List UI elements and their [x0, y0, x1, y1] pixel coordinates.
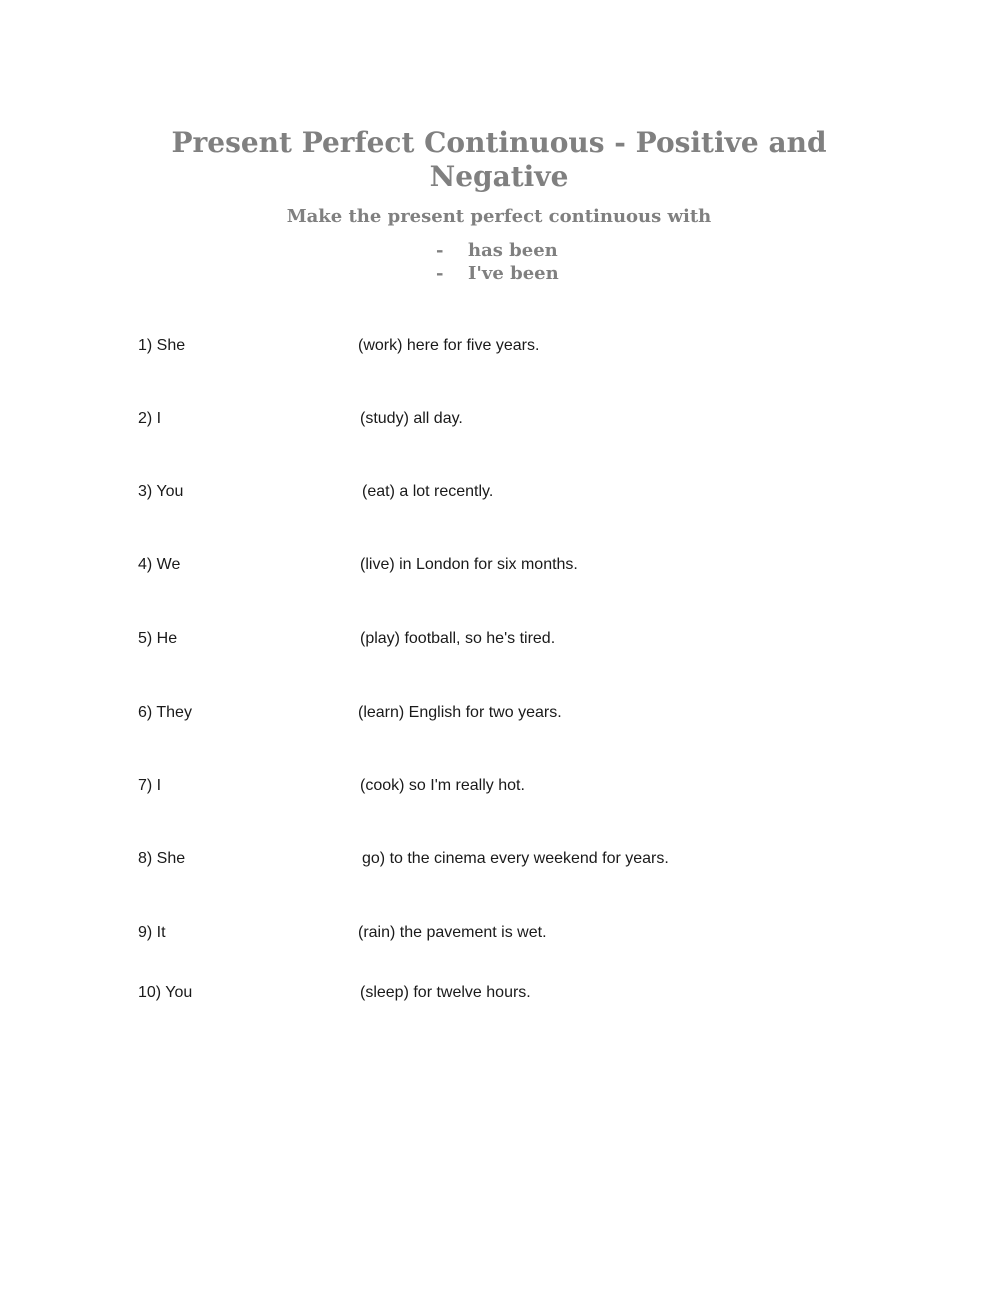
dash-bullet: - [436, 240, 444, 261]
exercise-subject: 7) I [138, 777, 162, 794]
exercise-clue: (study) all day. [360, 410, 463, 427]
exercise-subject: 2) I [138, 410, 162, 427]
exercise-item [138, 923, 838, 943]
exercise-item [138, 555, 838, 575]
exercise-item [138, 482, 838, 502]
exercise-item [138, 849, 838, 869]
exercise-subject: 5) He [138, 630, 178, 647]
exercise-clue: (sleep) for twelve hours. [360, 984, 531, 1001]
exercise-item [138, 983, 838, 1003]
exercise-clue: (cook) so I'm really hot. [360, 777, 525, 794]
exercise-clue: (live) in London for six months. [360, 556, 578, 573]
exercise-subject: 9) It [138, 924, 166, 941]
verb-option [436, 239, 559, 262]
worksheet-instructions: Make the present perfect continuous with [286, 206, 712, 227]
exercise-clue: (eat) a lot recently. [362, 483, 494, 500]
exercise-subject: 4) We [138, 556, 181, 573]
exercise-clue: (learn) English for two years. [358, 704, 562, 721]
verb-option-text: I've been [468, 263, 559, 284]
exercise-clue: go) to the cinema every weekend for years. [362, 850, 669, 867]
exercise-clue: (work) here for five years. [358, 337, 540, 354]
exercise-subject: 10) You [138, 984, 193, 1001]
exercise-item [138, 776, 838, 796]
dash-bullet: - [436, 263, 444, 284]
verb-option [436, 262, 559, 285]
exercise-clue: (rain) the pavement is wet. [358, 924, 547, 941]
exercise-subject: 6) They [138, 704, 192, 721]
exercise-subject: 8) She [138, 850, 186, 867]
verb-option-text: has been [468, 240, 558, 261]
exercise-item [138, 703, 838, 723]
exercise-item [138, 336, 838, 356]
exercise-subject: 3) You [138, 483, 184, 500]
exercise-item [138, 409, 838, 429]
exercise-clue: (play) football, so he's tired. [360, 630, 556, 647]
worksheet-title: Present Perfect Continuous - Positive and Negative [171, 126, 827, 193]
exercise-subject: 1) She [138, 337, 186, 354]
verb-options-list [436, 239, 559, 285]
exercise-item [138, 629, 838, 649]
